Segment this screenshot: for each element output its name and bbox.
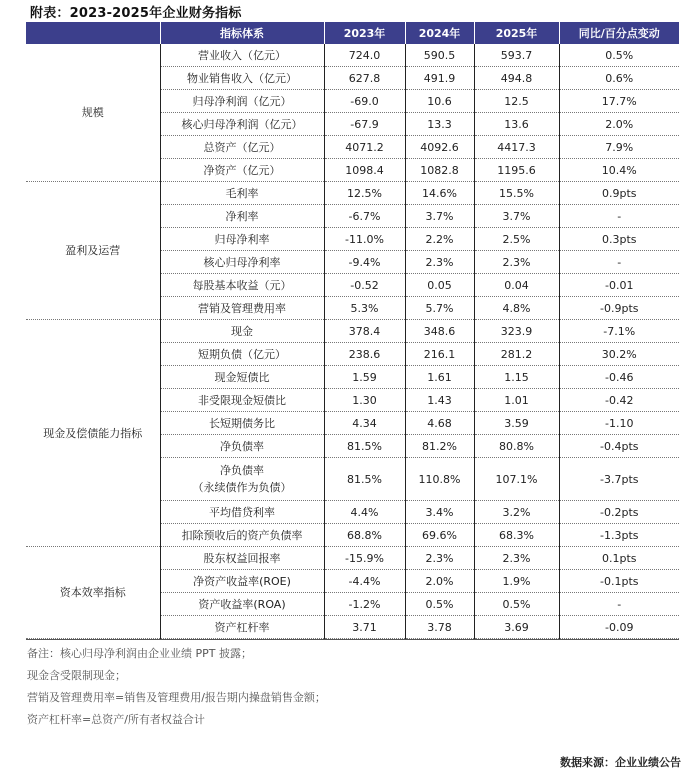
metric-name: 核心归母净利率 — [160, 251, 324, 274]
header-group — [26, 22, 160, 44]
value-change: -0.4pts — [559, 435, 679, 458]
value-2023: -6.7% — [324, 205, 405, 228]
value-change: 0.1pts — [559, 547, 679, 570]
value-2024: 14.6% — [405, 182, 474, 205]
value-2024: 0.05 — [405, 274, 474, 297]
value-change: -0.1pts — [559, 570, 679, 593]
note-line: 备注：核心归母净利润由企业业绩 PPT 披露； — [27, 647, 252, 660]
header-2025: 2025年 — [474, 22, 559, 44]
value-2025: 281.2 — [474, 343, 559, 366]
metric-name: 净资产收益率(ROE) — [160, 570, 324, 593]
value-change: -0.2pts — [559, 501, 679, 524]
value-change: 10.4% — [559, 159, 679, 182]
value-2024: 110.8% — [405, 458, 474, 501]
value-2023: 68.8% — [324, 524, 405, 547]
table-row — [26, 44, 679, 67]
value-2023: -1.2% — [324, 593, 405, 616]
value-2023: 627.8 — [324, 67, 405, 90]
value-2025: 3.2% — [474, 501, 559, 524]
value-2025: 2.3% — [474, 251, 559, 274]
metric-name: 现金 — [160, 320, 324, 343]
value-change: -0.46 — [559, 366, 679, 389]
value-2023: -0.52 — [324, 274, 405, 297]
metric-name: 资产杠杆率 — [160, 616, 324, 639]
table-row — [26, 182, 679, 205]
value-2025: 494.8 — [474, 67, 559, 90]
value-2025: 15.5% — [474, 182, 559, 205]
value-change: 0.5% — [559, 44, 679, 67]
header-2023: 2023年 — [324, 22, 405, 44]
value-2023: 12.5% — [324, 182, 405, 205]
value-change: -0.9pts — [559, 297, 679, 320]
value-2024: 2.3% — [405, 251, 474, 274]
value-2025: 0.04 — [474, 274, 559, 297]
value-2025: 0.5% — [474, 593, 559, 616]
value-2025: 80.8% — [474, 435, 559, 458]
metric-name: 每股基本收益（元） — [160, 274, 324, 297]
value-change: - — [559, 251, 679, 274]
value-change: 0.9pts — [559, 182, 679, 205]
metric-name: 净利率 — [160, 205, 324, 228]
value-2023: 1098.4 — [324, 159, 405, 182]
value-2024: 2.2% — [405, 228, 474, 251]
group-label: 资本效率指标 — [26, 547, 160, 639]
metric-name: 毛利率 — [160, 182, 324, 205]
value-2024: 0.5% — [405, 593, 474, 616]
value-2024: 69.6% — [405, 524, 474, 547]
value-2023: 81.5% — [324, 458, 405, 501]
header-change: 同比/百分点变动 — [559, 22, 679, 44]
metric-name: 长短期债务比 — [160, 412, 324, 435]
value-2023: 3.71 — [324, 616, 405, 639]
metric-name: 非受限现金短债比 — [160, 389, 324, 412]
value-2025: 3.69 — [474, 616, 559, 639]
value-2024: 1.61 — [405, 366, 474, 389]
value-2024: 348.6 — [405, 320, 474, 343]
value-2024: 590.5 — [405, 44, 474, 67]
value-2025: 12.5 — [474, 90, 559, 113]
value-2023: 724.0 — [324, 44, 405, 67]
value-2024: 2.0% — [405, 570, 474, 593]
metric-name: 短期负债（亿元） — [160, 343, 324, 366]
metric-name: 营销及管理费用率 — [160, 297, 324, 320]
value-2024: 2.3% — [405, 547, 474, 570]
note-line: 营销及管理费用率=销售及管理费用/报告期内操盘销售金额； — [27, 691, 326, 704]
value-2023: 4071.2 — [324, 136, 405, 159]
value-2025: 2.3% — [474, 547, 559, 570]
value-2024: 216.1 — [405, 343, 474, 366]
value-2023: 4.4% — [324, 501, 405, 524]
table-row — [26, 320, 679, 343]
value-2025: 3.59 — [474, 412, 559, 435]
value-2025: 13.6 — [474, 113, 559, 136]
value-change: -7.1% — [559, 320, 679, 343]
value-change: 30.2% — [559, 343, 679, 366]
group-label: 盈利及运营 — [26, 182, 160, 320]
metric-name: 净资产（亿元） — [160, 159, 324, 182]
value-2023: -69.0 — [324, 90, 405, 113]
metric-name-line1: 净负债率 — [220, 464, 264, 477]
note-line: 现金含受限制现金； — [27, 669, 126, 682]
value-2025: 1195.6 — [474, 159, 559, 182]
value-2024: 13.3 — [405, 113, 474, 136]
value-2025: 4417.3 — [474, 136, 559, 159]
data-source: 数据来源：企业业绩公告 — [560, 756, 681, 769]
value-2023: -9.4% — [324, 251, 405, 274]
value-2023: 378.4 — [324, 320, 405, 343]
value-2025: 1.01 — [474, 389, 559, 412]
metric-name: 净负债率 — [160, 435, 324, 458]
value-change: -0.01 — [559, 274, 679, 297]
value-change: -0.09 — [559, 616, 679, 639]
metric-name: 平均借贷利率 — [160, 501, 324, 524]
value-change: -3.7pts — [559, 458, 679, 501]
note-line: 资产杠杆率=总资产/所有者权益合计 — [27, 713, 205, 726]
page-title: 附表：2023-2025年企业财务指标 — [30, 6, 242, 21]
value-change: - — [559, 593, 679, 616]
metric-name: 资产收益率(ROA) — [160, 593, 324, 616]
value-2023: -67.9 — [324, 113, 405, 136]
group-label: 现金及偿债能力指标 — [26, 320, 160, 547]
value-2024: 1.43 — [405, 389, 474, 412]
value-2024: 5.7% — [405, 297, 474, 320]
header-metric: 指标体系 — [160, 22, 324, 44]
value-2024: 4.68 — [405, 412, 474, 435]
metric-name: 营业收入（亿元） — [160, 44, 324, 67]
value-2025: 68.3% — [474, 524, 559, 547]
value-2025: 1.9% — [474, 570, 559, 593]
value-2025: 107.1% — [474, 458, 559, 501]
value-2025: 4.8% — [474, 297, 559, 320]
financial-indicators-table — [26, 22, 679, 639]
financial-indicators-table-wrap — [26, 22, 679, 639]
value-change: -1.10 — [559, 412, 679, 435]
table-body — [26, 44, 679, 639]
metric-name: 现金短债比 — [160, 366, 324, 389]
value-2024: 10.6 — [405, 90, 474, 113]
metric-name-line2: （永续债作为负债） — [192, 481, 292, 494]
value-2025: 323.9 — [474, 320, 559, 343]
value-2023: 238.6 — [324, 343, 405, 366]
value-change: -0.42 — [559, 389, 679, 412]
metric-name — [160, 458, 324, 501]
value-change: 7.9% — [559, 136, 679, 159]
metric-name: 扣除预收后的资产负债率 — [160, 524, 324, 547]
table-header — [26, 22, 679, 44]
table-row — [26, 547, 679, 570]
value-2023: 81.5% — [324, 435, 405, 458]
value-2025: 3.7% — [474, 205, 559, 228]
value-2023: -4.4% — [324, 570, 405, 593]
metric-name: 股东权益回报率 — [160, 547, 324, 570]
value-2023: 1.59 — [324, 366, 405, 389]
value-2024: 3.7% — [405, 205, 474, 228]
value-2024: 4092.6 — [405, 136, 474, 159]
value-2025: 2.5% — [474, 228, 559, 251]
value-change: 0.6% — [559, 67, 679, 90]
header-2024: 2024年 — [405, 22, 474, 44]
value-2024: 491.9 — [405, 67, 474, 90]
group-label: 规模 — [26, 44, 160, 182]
value-2024: 3.4% — [405, 501, 474, 524]
metric-name: 核心归母净利润（亿元） — [160, 113, 324, 136]
metric-name: 归母净利润（亿元） — [160, 90, 324, 113]
metric-name: 物业销售收入（亿元） — [160, 67, 324, 90]
value-2024: 81.2% — [405, 435, 474, 458]
value-2024: 3.78 — [405, 616, 474, 639]
value-change: 0.3pts — [559, 228, 679, 251]
value-2025: 1.15 — [474, 366, 559, 389]
value-change: - — [559, 205, 679, 228]
metric-name: 总资产（亿元） — [160, 136, 324, 159]
value-2023: -15.9% — [324, 547, 405, 570]
value-change: 17.7% — [559, 90, 679, 113]
table-bottom-rule — [26, 639, 679, 640]
value-2023: 4.34 — [324, 412, 405, 435]
value-change: 2.0% — [559, 113, 679, 136]
value-2023: -11.0% — [324, 228, 405, 251]
metric-name: 归母净利率 — [160, 228, 324, 251]
value-2025: 593.7 — [474, 44, 559, 67]
value-change: -1.3pts — [559, 524, 679, 547]
value-2024: 1082.8 — [405, 159, 474, 182]
header-row — [26, 22, 679, 44]
value-2023: 5.3% — [324, 297, 405, 320]
value-2023: 1.30 — [324, 389, 405, 412]
